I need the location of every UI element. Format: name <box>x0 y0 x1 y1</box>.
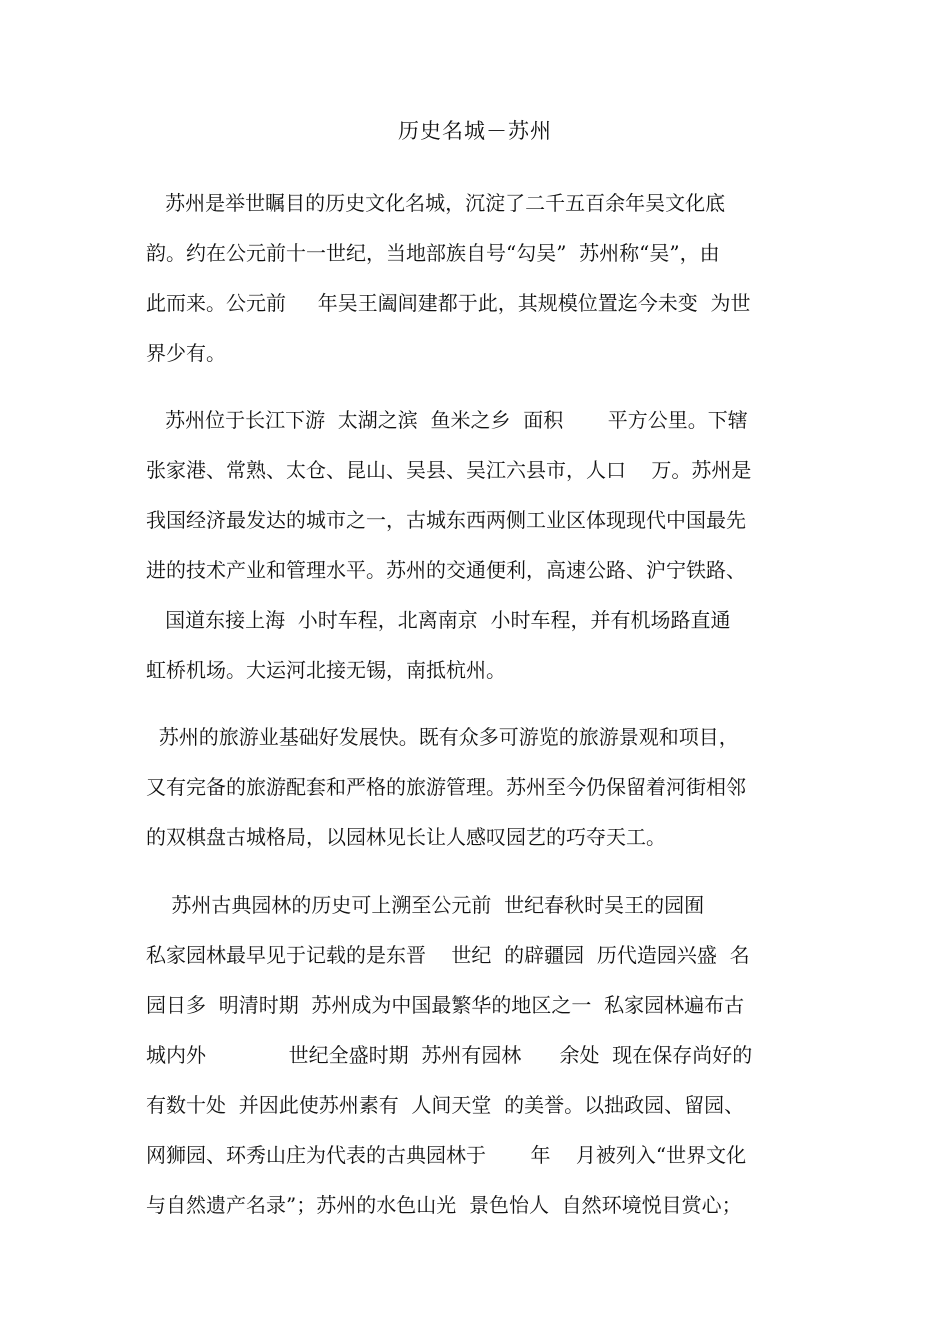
paragraph-3-line-1: 苏州的旅游业基础好发展快。既有众多可游览的旅游景观和项目， <box>146 725 739 749</box>
paragraph-1-line-2: 韵。约在公元前十一世纪，当地部族自号“勾吴” 苏州称“吴”，由 <box>146 241 720 265</box>
paragraph-3-line-2: 又有完备的旅游配套和严格的旅游管理。苏州至今仍保留着河街相邻 <box>146 775 746 799</box>
paragraph-2-line-4: 进的技术产业和管理水平。苏州的交通便利，高速公路、沪宁铁路、 <box>146 558 746 582</box>
paragraph-4-line-2: 私家园林最早见于记载的是东晋 世纪 的辟疆园 历代造园兴盛 名 <box>146 943 750 967</box>
paragraph-4-line-4: 城内外 世纪全盛时期 苏州有园林 余处 现在保存尚好的 <box>146 1043 753 1067</box>
page-title: 历史名城－苏州 <box>398 119 552 143</box>
paragraph-2-line-3: 我国经济最发达的城市之一，古城东西两侧工业区体现现代中国最先 <box>146 508 746 532</box>
paragraph-2-line-5: 国道东接上海 小时车程，北离南京 小时车程，并有机场路直通 <box>146 608 731 632</box>
paragraph-2-line-2: 张家港、常熟、太仓、昆山、吴县、吴江六县市，人口 万。苏州是 <box>146 458 752 482</box>
paragraph-1-line-1: 苏州是举世瞩目的历史文化名城，沉淀了二千五百余年吴文化底 <box>146 191 726 215</box>
paragraph-4-line-7: 与自然遗产名录”；苏州的水色山光 景色怡人 自然环境悦目赏心； <box>146 1193 742 1217</box>
paragraph-2-line-6: 虹桥机场。大运河北接无锡，南抵杭州。 <box>146 658 506 682</box>
paragraph-1-line-4: 界少有。 <box>146 341 226 365</box>
paragraph-4-line-6: 网狮园、环秀山庄为代表的古典园林于 年 月被列入“世界文化 <box>146 1143 747 1167</box>
paragraph-2-line-1: 苏州位于长江下游 太湖之滨 鱼米之乡 面积 平方公里。下辖 <box>146 408 748 432</box>
paragraph-3-line-3: 的双棋盘古城格局，以园林见长让人感叹园艺的巧夺天工。 <box>146 825 666 849</box>
paragraph-4-line-5: 有数十处 并因此使苏州素有 人间天堂 的美誉。以拙政园、留园、 <box>146 1093 745 1117</box>
paragraph-4-line-1: 苏州古典园林的历史可上溯至公元前 世纪春秋时吴王的园囿 <box>146 893 705 917</box>
paragraph-1-line-3: 此而来。公元前 年吴王阖闾建都于此，其规模位置迄今未变 为世 <box>146 291 751 315</box>
paragraph-4-line-3: 园日多 明清时期 苏州成为中国最繁华的地区之一 私家园林遍布古 <box>146 993 745 1017</box>
